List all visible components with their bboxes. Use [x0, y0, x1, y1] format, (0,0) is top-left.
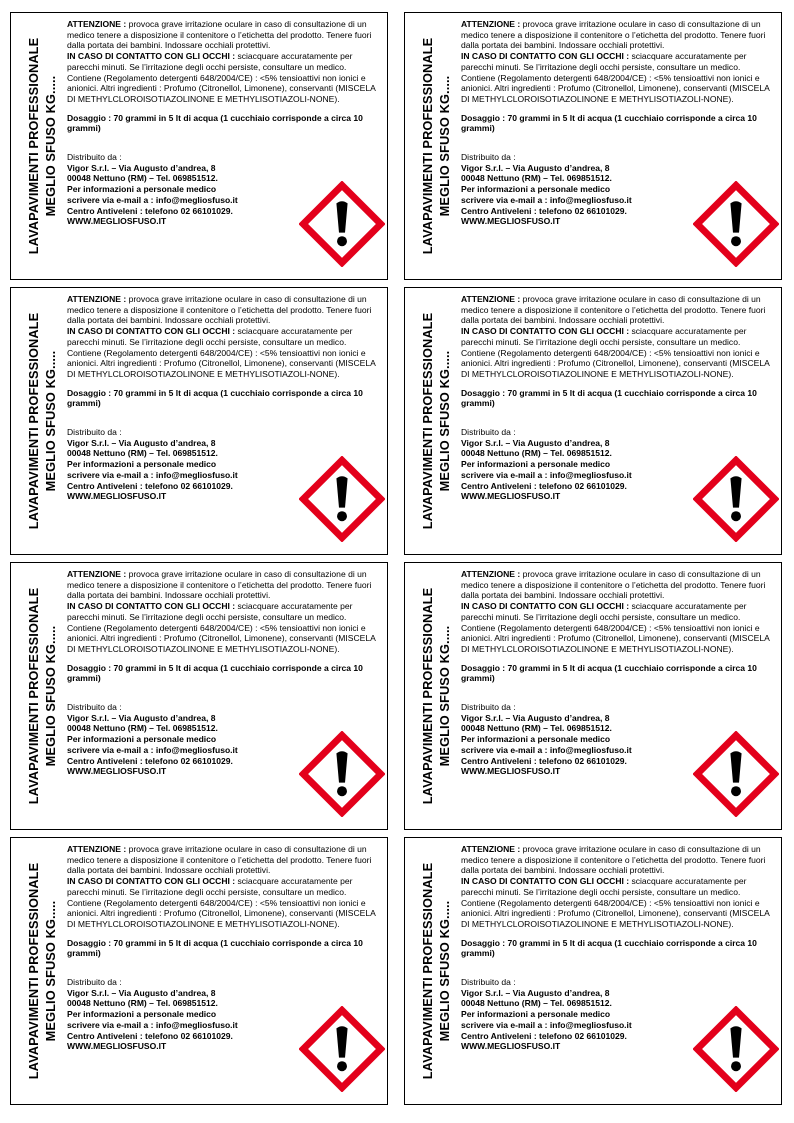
company-name: Vigor S.r.l. – Via Augusto d’andrea, 8 [461, 162, 610, 173]
ingredients-text: Contiene (Regolamento detergenti 648/2004/CE) : <5% tensioattivi non ionici e anionici. Altri ingredienti : Profumo (Citronellol, Limonene), conservanti (MISCELA DI METHYLCLOROISOTIAZOLINONE E METHYLISOTIAZOLI-NONE). [461, 897, 770, 929]
product-name-line-2: MEGLIO SFUSO KG..... [437, 75, 452, 217]
company-address: 00048 Nettuno (RM) – Tel. 069851512. [67, 998, 218, 1009]
email-line: scrivere via e-mail a : info@megliosfuso.it [461, 1019, 632, 1030]
medical-info: Per informazioni a personale medico [67, 734, 217, 745]
distributed-label: Distribuito da : [67, 427, 122, 438]
website: WWW.MEGLIOSFUSO.IT [67, 216, 167, 227]
ghs07-exclamation-icon [299, 1006, 385, 1092]
contact-text: sciacquare accuratamente per parecchi minuti. Se l’irritazione degli occhi persiste, consultare un medico. [461, 876, 747, 897]
email-line: scrivere via e-mail a : info@megliosfuso.it [461, 194, 632, 205]
product-name-block [19, 838, 65, 1104]
email-line: scrivere via e-mail a : info@megliosfuso.it [67, 194, 238, 205]
product-name-block [413, 13, 459, 279]
email-line: scrivere via e-mail a : info@megliosfuso.it [461, 469, 632, 480]
medical-info: Per informazioni a personale medico [461, 734, 611, 745]
ingredients-text: Contiene (Regolamento detergenti 648/2004/CE) : <5% tensioattivi non ionici e anionici. Altri ingredienti : Profumo (Citronellol, Limonene), conservanti (MISCELA DI METHYLCLOROISOTIAZOLINONE E METHYLISOTIAZOLI-NONE). [67, 622, 376, 654]
warning-text: provoca grave irritazione oculare in caso di consultazione di un medico tenere a disposizione il contenitore o l’etichetta del prodotto. Tenere fuori dalla portata dei bambini. Indossare occhiali protettivi. [461, 294, 766, 326]
product-name-line-2: MEGLIO SFUSO KG..... [43, 75, 58, 217]
contact-paragraph [461, 601, 779, 622]
warning-text: provoca grave irritazione oculare in caso di consultazione di un medico tenere a disposizione il contenitore o l’etichetta del prodotto. Tenere fuori dalla portata dei bambini. Indossare occhiali protettivi. [67, 19, 372, 51]
poison-center: Centro Antiveleni : telefono 02 66101029. [67, 1030, 233, 1041]
contact-title: IN CASO DI CONTATTO CON GLI OCCHI : [461, 326, 630, 337]
warning-paragraph [461, 294, 779, 326]
ghs07-exclamation-icon [693, 731, 779, 817]
poison-center: Centro Antiveleni : telefono 02 66101029. [461, 205, 627, 216]
website: WWW.MEGLIOSFUSO.IT [67, 1041, 167, 1052]
product-name-line-1: LAVAPAVIMENTI PROFESSIONALE [420, 37, 435, 255]
product-name-line-1: LAVAPAVIMENTI PROFESSIONALE [26, 312, 41, 530]
ghs07-exclamation-icon [299, 456, 385, 542]
product-name-block [19, 288, 65, 554]
product-name-line-1: LAVAPAVIMENTI PROFESSIONALE [420, 587, 435, 805]
product-name-block [413, 288, 459, 554]
warning-paragraph [461, 19, 779, 51]
dosage-text: Dosaggio : 70 grammi in 5 lt di acqua (1 cucchiaio corrisponde a circa 10 grammi) [461, 662, 757, 684]
warning-paragraph [67, 294, 385, 326]
contact-title: IN CASO DI CONTATTO CON GLI OCCHI : [67, 326, 236, 337]
ingredients-text: Contiene (Regolamento detergenti 648/2004/CE) : <5% tensioattivi non ionici e anionici. Altri ingredienti : Profumo (Citronellol, Limonene), conservanti (MISCELA DI METHYLCLOROISOTIAZOLINONE E METHYLISOTIAZOLI-NONE). [461, 72, 770, 104]
poison-center: Centro Antiveleni : telefono 02 66101029. [461, 480, 627, 491]
contact-paragraph [461, 326, 779, 347]
company-address: 00048 Nettuno (RM) – Tel. 069851512. [67, 723, 218, 734]
distributed-label: Distribuito da : [461, 702, 516, 713]
dosage-text: Dosaggio : 70 grammi in 5 lt di acqua (1 cucchiaio corrisponde a circa 10 grammi) [67, 112, 363, 134]
distributed-label: Distribuito da : [461, 152, 516, 163]
company-name: Vigor S.r.l. – Via Augusto d’andrea, 8 [461, 712, 610, 723]
contact-title: IN CASO DI CONTATTO CON GLI OCCHI : [67, 601, 236, 612]
product-name-line-1: LAVAPAVIMENTI PROFESSIONALE [26, 862, 41, 1080]
email-line: scrivere via e-mail a : info@megliosfuso.it [67, 1019, 238, 1030]
contact-paragraph [67, 326, 385, 347]
warning-paragraph [461, 844, 779, 876]
contact-title: IN CASO DI CONTATTO CON GLI OCCHI : [461, 51, 630, 62]
contact-text: sciacquare accuratamente per parecchi minuti. Se l’irritazione degli occhi persiste, consultare un medico. [461, 326, 747, 347]
contact-text: sciacquare accuratamente per parecchi minuti. Se l’irritazione degli occhi persiste, consultare un medico. [67, 326, 353, 347]
company-address: 00048 Nettuno (RM) – Tel. 069851512. [461, 173, 612, 184]
product-name-line-1: LAVAPAVIMENTI PROFESSIONALE [420, 312, 435, 530]
warning-text: provoca grave irritazione oculare in caso di consultazione di un medico tenere a disposizione il contenitore o l’etichetta del prodotto. Tenere fuori dalla portata dei bambini. Indossare occhiali protettivi. [461, 19, 766, 51]
distributed-label: Distribuito da : [67, 702, 122, 713]
warning-paragraph [67, 19, 385, 51]
product-name-line-2: MEGLIO SFUSO KG..... [437, 350, 452, 492]
warning-title: ATTENZIONE : [67, 19, 127, 29]
product-label [404, 837, 782, 1105]
poison-center: Centro Antiveleni : telefono 02 66101029. [461, 755, 627, 766]
product-name-block [413, 838, 459, 1104]
company-name: Vigor S.r.l. – Via Augusto d’andrea, 8 [67, 162, 216, 173]
ghs07-exclamation-icon [693, 456, 779, 542]
contact-paragraph [67, 51, 385, 72]
warning-paragraph [461, 569, 779, 601]
product-name-line-1: LAVAPAVIMENTI PROFESSIONALE [420, 862, 435, 1080]
medical-info: Per informazioni a personale medico [67, 1009, 217, 1020]
product-label [404, 287, 782, 555]
company-name: Vigor S.r.l. – Via Augusto d’andrea, 8 [461, 437, 610, 448]
product-label [404, 562, 782, 830]
product-label [10, 837, 388, 1105]
dosage-text: Dosaggio : 70 grammi in 5 lt di acqua (1 cucchiaio corrisponde a circa 10 grammi) [461, 937, 757, 959]
medical-info: Per informazioni a personale medico [461, 459, 611, 470]
contact-text: sciacquare accuratamente per parecchi minuti. Se l’irritazione degli occhi persiste, consultare un medico. [67, 876, 353, 897]
warning-title: ATTENZIONE : [67, 844, 127, 854]
contact-text: sciacquare accuratamente per parecchi minuti. Se l’irritazione degli occhi persiste, consultare un medico. [67, 51, 353, 72]
product-name-block [19, 563, 65, 829]
contact-title: IN CASO DI CONTATTO CON GLI OCCHI : [67, 876, 236, 887]
distributed-label: Distribuito da : [461, 977, 516, 988]
contact-title: IN CASO DI CONTATTO CON GLI OCCHI : [461, 876, 630, 887]
website: WWW.MEGLIOSFUSO.IT [461, 766, 561, 777]
warning-title: ATTENZIONE : [461, 569, 521, 579]
warning-text: provoca grave irritazione oculare in caso di consultazione di un medico tenere a disposizione il contenitore o l’etichetta del prodotto. Tenere fuori dalla portata dei bambini. Indossare occhiali protettivi. [67, 294, 372, 326]
email-line: scrivere via e-mail a : info@megliosfuso.it [67, 744, 238, 755]
warning-paragraph [67, 844, 385, 876]
medical-info: Per informazioni a personale medico [67, 184, 217, 195]
ingredients-text: Contiene (Regolamento detergenti 648/2004/CE) : <5% tensioattivi non ionici e anionici. Altri ingredienti : Profumo (Citronellol, Limonene), conservanti (MISCELA DI METHYLCLOROISOTIAZOLINONE E METHYLISOTIAZOLI-NONE). [67, 897, 376, 929]
distributed-label: Distribuito da : [461, 427, 516, 438]
warning-text: provoca grave irritazione oculare in caso di consultazione di un medico tenere a disposizione il contenitore o l’etichetta del prodotto. Tenere fuori dalla portata dei bambini. Indossare occhiali protettivi. [67, 569, 372, 601]
warning-title: ATTENZIONE : [67, 294, 127, 304]
company-name: Vigor S.r.l. – Via Augusto d’andrea, 8 [67, 437, 216, 448]
product-name-block [413, 563, 459, 829]
warning-text: provoca grave irritazione oculare in caso di consultazione di un medico tenere a disposizione il contenitore o l’etichetta del prodotto. Tenere fuori dalla portata dei bambini. Indossare occhiali protettivi. [461, 569, 766, 601]
medical-info: Per informazioni a personale medico [461, 1009, 611, 1020]
website: WWW.MEGLIOSFUSO.IT [461, 1041, 561, 1052]
dosage-text: Dosaggio : 70 grammi in 5 lt di acqua (1 cucchiaio corrisponde a circa 10 grammi) [461, 387, 757, 409]
website: WWW.MEGLIOSFUSO.IT [67, 491, 167, 502]
warning-title: ATTENZIONE : [67, 569, 127, 579]
contact-title: IN CASO DI CONTATTO CON GLI OCCHI : [67, 51, 236, 62]
product-name-line-2: MEGLIO SFUSO KG..... [43, 625, 58, 767]
company-address: 00048 Nettuno (RM) – Tel. 069851512. [461, 723, 612, 734]
company-address: 00048 Nettuno (RM) – Tel. 069851512. [67, 173, 218, 184]
ghs07-exclamation-icon [299, 731, 385, 817]
ingredients-text: Contiene (Regolamento detergenti 648/2004/CE) : <5% tensioattivi non ionici e anionici. Altri ingredienti : Profumo (Citronellol, Limonene), conservanti (MISCELA DI METHYLCLOROISOTIAZOLINONE E METHYLISOTIAZOLI-NONE). [461, 347, 770, 379]
warning-title: ATTENZIONE : [461, 19, 521, 29]
dosage-text: Dosaggio : 70 grammi in 5 lt di acqua (1 cucchiaio corrisponde a circa 10 grammi) [461, 112, 757, 134]
medical-info: Per informazioni a personale medico [461, 184, 611, 195]
warning-title: ATTENZIONE : [461, 844, 521, 854]
warning-paragraph [67, 569, 385, 601]
contact-paragraph [67, 876, 385, 897]
contact-paragraph [461, 876, 779, 897]
distributed-label: Distribuito da : [67, 152, 122, 163]
email-line: scrivere via e-mail a : info@megliosfuso.it [461, 744, 632, 755]
contact-paragraph [67, 601, 385, 622]
product-name-line-2: MEGLIO SFUSO KG..... [437, 625, 452, 767]
medical-info: Per informazioni a personale medico [67, 459, 217, 470]
product-name-line-2: MEGLIO SFUSO KG..... [43, 900, 58, 1042]
company-name: Vigor S.r.l. – Via Augusto d’andrea, 8 [67, 712, 216, 723]
product-name-line-1: LAVAPAVIMENTI PROFESSIONALE [26, 587, 41, 805]
product-label [404, 12, 782, 280]
company-address: 00048 Nettuno (RM) – Tel. 069851512. [461, 998, 612, 1009]
company-name: Vigor S.r.l. – Via Augusto d’andrea, 8 [67, 987, 216, 998]
contact-text: sciacquare accuratamente per parecchi minuti. Se l’irritazione degli occhi persiste, consultare un medico. [461, 51, 747, 72]
contact-paragraph [461, 51, 779, 72]
product-label [10, 287, 388, 555]
website: WWW.MEGLIOSFUSO.IT [67, 766, 167, 777]
ghs07-exclamation-icon [693, 1006, 779, 1092]
dosage-text: Dosaggio : 70 grammi in 5 lt di acqua (1 cucchiaio corrisponde a circa 10 grammi) [67, 662, 363, 684]
contact-title: IN CASO DI CONTATTO CON GLI OCCHI : [461, 601, 630, 612]
warning-text: provoca grave irritazione oculare in caso di consultazione di un medico tenere a disposizione il contenitore o l’etichetta del prodotto. Tenere fuori dalla portata dei bambini. Indossare occhiali protettivi. [461, 844, 766, 876]
product-label [10, 12, 388, 280]
company-name: Vigor S.r.l. – Via Augusto d’andrea, 8 [461, 987, 610, 998]
ingredients-text: Contiene (Regolamento detergenti 648/2004/CE) : <5% tensioattivi non ionici e anionici. Altri ingredienti : Profumo (Citronellol, Limonene), conservanti (MISCELA DI METHYLCLOROISOTIAZOLINONE E METHYLISOTIAZOLI-NONE). [67, 72, 376, 104]
ingredients-text: Contiene (Regolamento detergenti 648/2004/CE) : <5% tensioattivi non ionici e anionici. Altri ingredienti : Profumo (Citronellol, Limonene), conservanti (MISCELA DI METHYLCLOROISOTIAZOLINONE E METHYLISOTIAZOLI-NONE). [461, 622, 770, 654]
contact-text: sciacquare accuratamente per parecchi minuti. Se l’irritazione degli occhi persiste, consultare un medico. [67, 601, 353, 622]
company-address: 00048 Nettuno (RM) – Tel. 069851512. [461, 448, 612, 459]
ghs07-exclamation-icon [693, 181, 779, 267]
poison-center: Centro Antiveleni : telefono 02 66101029. [67, 205, 233, 216]
email-line: scrivere via e-mail a : info@megliosfuso.it [67, 469, 238, 480]
distributed-label: Distribuito da : [67, 977, 122, 988]
product-name-line-2: MEGLIO SFUSO KG..... [437, 900, 452, 1042]
warning-title: ATTENZIONE : [461, 294, 521, 304]
website: WWW.MEGLIOSFUSO.IT [461, 216, 561, 227]
poison-center: Centro Antiveleni : telefono 02 66101029. [461, 1030, 627, 1041]
company-address: 00048 Nettuno (RM) – Tel. 069851512. [67, 448, 218, 459]
dosage-text: Dosaggio : 70 grammi in 5 lt di acqua (1 cucchiaio corrisponde a circa 10 grammi) [67, 387, 363, 409]
ghs07-exclamation-icon [299, 181, 385, 267]
product-name-line-1: LAVAPAVIMENTI PROFESSIONALE [26, 37, 41, 255]
product-name-block [19, 13, 65, 279]
product-label [10, 562, 388, 830]
ingredients-text: Contiene (Regolamento detergenti 648/2004/CE) : <5% tensioattivi non ionici e anionici. Altri ingredienti : Profumo (Citronellol, Limonene), conservanti (MISCELA DI METHYLCLOROISOTIAZOLINONE E METHYLISOTIAZOLI-NONE). [67, 347, 376, 379]
contact-text: sciacquare accuratamente per parecchi minuti. Se l’irritazione degli occhi persiste, consultare un medico. [461, 601, 747, 622]
poison-center: Centro Antiveleni : telefono 02 66101029. [67, 480, 233, 491]
website: WWW.MEGLIOSFUSO.IT [461, 491, 561, 502]
product-name-line-2: MEGLIO SFUSO KG..... [43, 350, 58, 492]
poison-center: Centro Antiveleni : telefono 02 66101029. [67, 755, 233, 766]
dosage-text: Dosaggio : 70 grammi in 5 lt di acqua (1 cucchiaio corrisponde a circa 10 grammi) [67, 937, 363, 959]
warning-text: provoca grave irritazione oculare in caso di consultazione di un medico tenere a disposizione il contenitore o l’etichetta del prodotto. Tenere fuori dalla portata dei bambini. Indossare occhiali protettivi. [67, 844, 372, 876]
